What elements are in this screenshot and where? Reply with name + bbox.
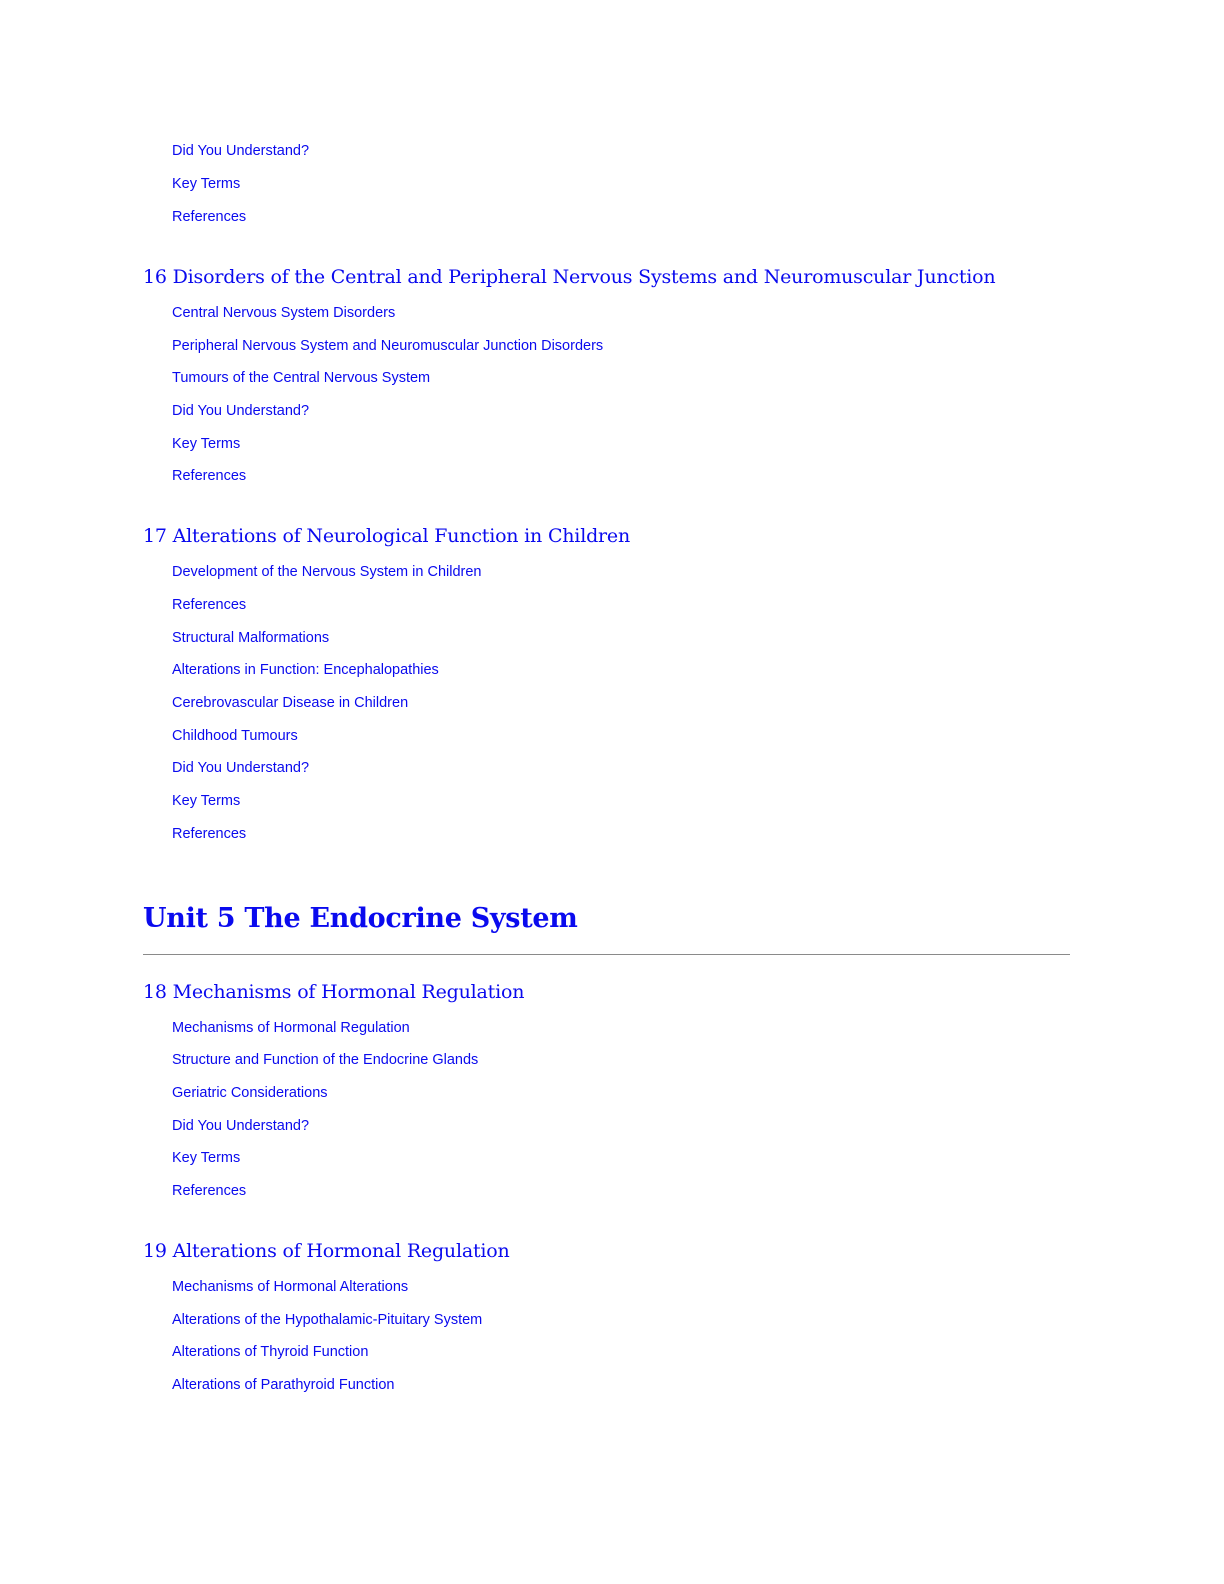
chapter-16-heading[interactable]: 16 Disorders of the Central and Peripheral Nervous Systems and Neuromuscular Junction xyxy=(143,266,996,288)
chapter-18-heading[interactable]: 18 Mechanisms of Hormonal Regulation xyxy=(143,981,525,1003)
toc-link-ch17-item[interactable]: Alterations in Function: Encephalopathies xyxy=(172,662,439,678)
toc-link-ch17-item[interactable]: Key Terms xyxy=(172,793,241,809)
toc-link-ch16-item[interactable]: Central Nervous System Disorders xyxy=(172,305,396,321)
unit-5-heading[interactable]: Unit 5 The Endocrine System xyxy=(143,903,578,934)
toc-link-ch17-item[interactable]: References xyxy=(172,597,247,613)
toc-link-ch17-item[interactable]: Did You Understand? xyxy=(172,760,310,776)
toc-link-key-terms[interactable]: Key Terms xyxy=(172,176,241,192)
toc-link-ch17-item[interactable]: References xyxy=(172,826,247,842)
chapter-17-heading[interactable]: 17 Alterations of Neurological Function in Children xyxy=(143,525,630,547)
toc-link-ch17-item[interactable]: Cerebrovascular Disease in Children xyxy=(172,695,409,711)
toc-link-ch17-item[interactable]: Structural Malformations xyxy=(172,630,330,646)
toc-link-ch19-item[interactable]: Alterations of the Hypothalamic-Pituitary System xyxy=(172,1312,483,1328)
toc-link-ch18-item[interactable]: Geriatric Considerations xyxy=(172,1085,328,1101)
toc-link-ch16-item[interactable]: Tumours of the Central Nervous System xyxy=(172,370,431,386)
toc-link-ch17-item[interactable]: Development of the Nervous System in Children xyxy=(172,564,482,580)
unit-divider xyxy=(143,954,1070,955)
toc-link-ch16-item[interactable]: Peripheral Nervous System and Neuromuscular Junction Disorders xyxy=(172,338,604,354)
toc-link-ch19-item[interactable]: Mechanisms of Hormonal Alterations xyxy=(172,1279,409,1295)
toc-link-ch18-item[interactable]: References xyxy=(172,1183,247,1199)
toc-link-ch17-item[interactable]: Childhood Tumours xyxy=(172,728,298,744)
toc-link-ch19-item[interactable]: Alterations of Thyroid Function xyxy=(172,1344,369,1360)
toc-link-ch16-item[interactable]: Key Terms xyxy=(172,436,241,452)
toc-link-ch16-item[interactable]: References xyxy=(172,468,247,484)
toc-link-ch18-item[interactable]: Structure and Function of the Endocrine Glands xyxy=(172,1052,479,1068)
toc-link-ch19-item[interactable]: Alterations of Parathyroid Function xyxy=(172,1377,395,1393)
toc-link-ch18-item[interactable]: Key Terms xyxy=(172,1150,241,1166)
toc-link-ch18-item[interactable]: Did You Understand? xyxy=(172,1118,310,1134)
toc-link-ch18-item[interactable]: Mechanisms of Hormonal Regulation xyxy=(172,1020,410,1036)
toc-link-ch16-item[interactable]: Did You Understand? xyxy=(172,403,310,419)
toc-link-references[interactable]: References xyxy=(172,209,247,225)
toc-link-did-you-understand[interactable]: Did You Understand? xyxy=(172,143,310,159)
chapter-19-heading[interactable]: 19 Alterations of Hormonal Regulation xyxy=(143,1240,510,1262)
